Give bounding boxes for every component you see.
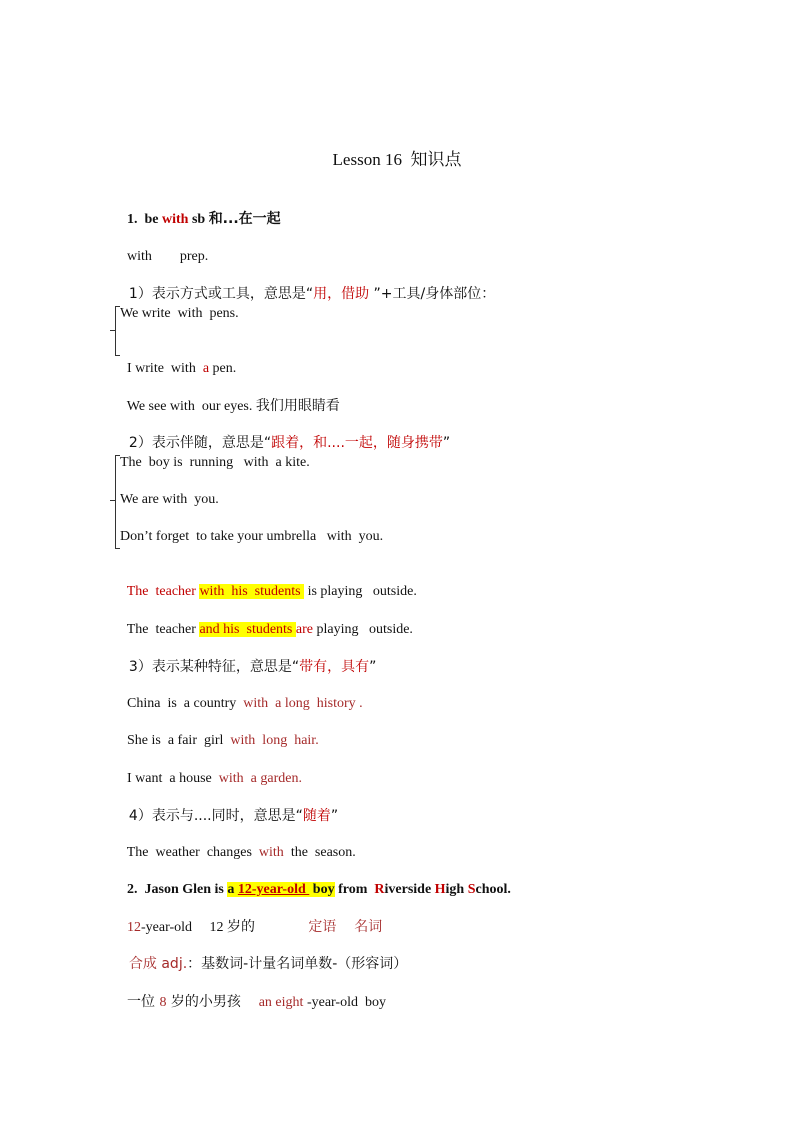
sentence-key: with	[258, 845, 284, 860]
analysis-line	[120, 900, 382, 937]
example-line	[120, 975, 386, 1012]
example-sentence	[120, 752, 302, 788]
sentence-key: are	[295, 622, 313, 637]
section-number: 2.	[127, 882, 145, 897]
point-text: 表示某种特征，意思是“	[151, 659, 300, 675]
example-cn: 一位	[127, 994, 160, 1010]
point-text: 表示与....同时，意思是“	[151, 808, 303, 824]
heading-with: with	[162, 212, 189, 227]
heading-be: be	[144, 212, 162, 227]
word: with	[127, 249, 152, 264]
sentence-text: playing outside.	[312, 622, 413, 637]
highlighted-phrase: and his students	[199, 622, 296, 637]
example-sentence: We are with you.	[120, 492, 219, 507]
example-sentence	[120, 714, 319, 750]
point-text-end: ”	[442, 435, 451, 451]
example-sentence: The boy is running with a kite.	[120, 455, 310, 470]
highlighted-phrase	[227, 882, 334, 897]
example-key: an eight	[258, 995, 304, 1010]
point-4	[120, 789, 338, 825]
example-sentence	[120, 826, 356, 862]
capital-letter: H	[434, 882, 446, 897]
example-sentence	[120, 677, 363, 713]
point-text: 表示伴随，意思是“	[151, 435, 272, 451]
sentence-text: the season.	[283, 845, 356, 860]
heading-text: boy	[309, 882, 335, 897]
example-sentence	[120, 565, 417, 601]
point-3	[120, 640, 376, 676]
heading-text: a	[227, 882, 238, 897]
heading-key: 12-year-old	[237, 882, 310, 897]
heading-cn: 和...在一起	[208, 211, 281, 227]
section-1-heading	[120, 192, 281, 229]
sentence-key: with a garden.	[218, 771, 302, 786]
heading-sb: sb	[188, 212, 209, 227]
example-sentence: Don’t forget to take your umbrella with you.	[120, 529, 384, 544]
number: 12	[127, 920, 141, 935]
analysis-text: -year-old 12	[141, 920, 228, 935]
rule-line	[120, 937, 407, 973]
number: 8	[159, 995, 167, 1010]
grammar-labels: 定语 名词	[255, 919, 383, 935]
example-sentence: We write with pens.	[120, 306, 239, 321]
point-text-end: ”	[369, 659, 377, 675]
example-sentence	[120, 603, 413, 639]
point-text-end: ”	[330, 808, 339, 824]
pos-line	[120, 230, 208, 266]
point-key: 跟着，和....一起，随身携带	[271, 435, 443, 451]
sentence-text: The teacher	[126, 584, 200, 599]
point-num: 1）	[128, 286, 152, 302]
section-number: 1.	[127, 212, 145, 227]
point-num: 2）	[128, 435, 152, 451]
point-num: 4）	[128, 808, 152, 824]
point-num: 3）	[128, 659, 152, 675]
capital-letter: S	[467, 882, 476, 897]
sentence-text: China is a country	[127, 696, 244, 711]
sentence-text: The teacher	[126, 622, 200, 637]
heading-text: igh	[445, 882, 468, 897]
point-key: 用，借助	[313, 286, 370, 302]
section-2-heading	[120, 863, 511, 899]
heading-text: iverside	[384, 882, 435, 897]
point-2	[120, 416, 450, 452]
point-key: 随着	[302, 808, 331, 824]
example-sentence	[120, 379, 340, 416]
heading-text: Jason Glen is	[144, 882, 228, 897]
example-cn: 岁的小男孩	[166, 994, 259, 1010]
highlighted-phrase: with his students	[199, 584, 305, 599]
example-en: -year-old boy	[303, 995, 386, 1010]
heading-text: from	[334, 882, 375, 897]
bracket-tick	[110, 330, 115, 331]
title-cn: 知识点	[410, 150, 462, 170]
point-1	[120, 267, 495, 303]
sentence-text: pen.	[209, 361, 237, 376]
rule-key: 合成 adj.	[128, 956, 188, 972]
example-sentence	[120, 342, 236, 378]
sentence-text: I write with	[127, 361, 203, 376]
sentence-text: She is a fair girl	[127, 733, 231, 748]
sentence-text: We see with our eyes.	[126, 399, 256, 414]
sentence-key: a	[202, 361, 210, 376]
rule-text: ：基数词-计量名词单数-（形容词）	[187, 956, 408, 972]
sentence-text: I want a house	[127, 771, 219, 786]
sentence-translation: 我们用眼睛看	[255, 398, 340, 414]
page-title	[0, 145, 794, 170]
analysis-text: 岁的	[227, 919, 256, 935]
part-of-speech: prep.	[179, 249, 209, 264]
heading-text: chool.	[475, 882, 511, 897]
sentence-text: is playing outside.	[304, 584, 417, 599]
title-en: Lesson 16	[332, 150, 402, 169]
bracket-tick	[110, 500, 115, 501]
point-text-end: ”+工具/身体部位：	[369, 286, 496, 302]
capital-letter: R	[374, 882, 385, 897]
sentence-key: with long hair.	[230, 733, 319, 748]
point-text: 表示方式或工具，意思是“	[151, 286, 314, 302]
sentence-key: with a long history .	[243, 696, 363, 711]
sentence-text: The weather changes	[126, 845, 259, 860]
point-key: 带有，具有	[299, 659, 370, 675]
